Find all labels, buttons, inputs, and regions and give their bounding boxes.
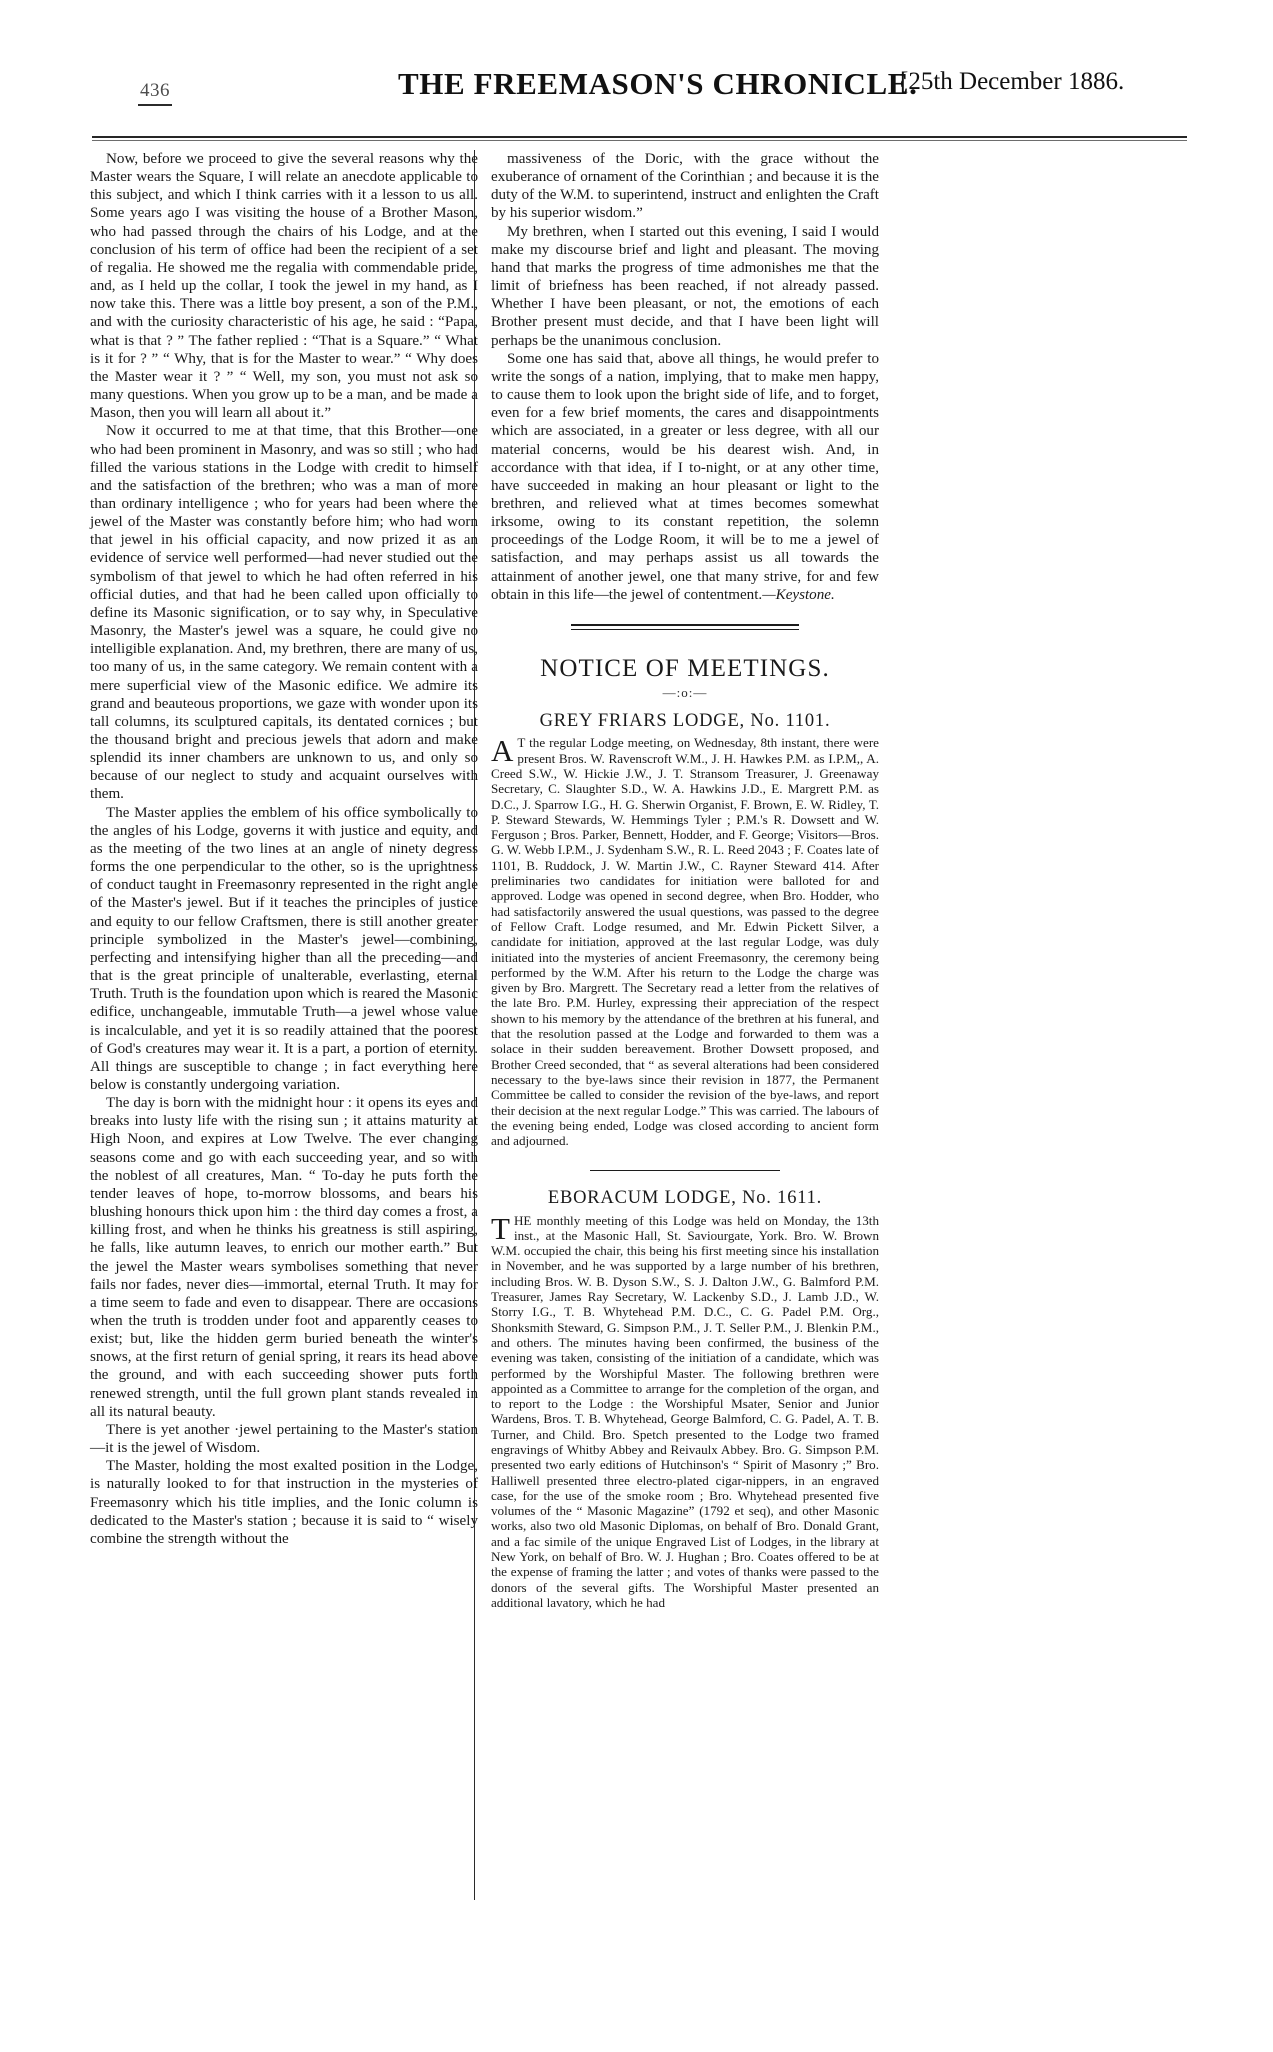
lodge-heading-grey-friars: GREY FRIARS LODGE, No. 1101. [539,711,831,732]
paragraph: My brethren, when I started out this evening, I said I would make my discourse brief and light and pleasant. The moving hand that marks the progress of time admonishes me that the limit of briefness has been reached, if not already passed. Whether I have been pleasant, or not, the emotions of each Brother present must decide, and that I have been light will perhaps be the unanimous conclusion. [491,223,879,349]
paragraph: Now it occurred to me at that time, that this Brother—one who had been prominent in Masonry, and was so still ; who had filled the various stations in the Lodge with credit to himself and the satisfaction of the brethren; who was a man of more than ordinary intelligence ; who for years had been where the jewel of the Master was constantly before him; who had worn that jewel in his official capacity, and now prized it as an evidence of service well performed—had never studied out the symbolism of that jewel to which he had often referred in his official duties, and that had he been called upon officially to define its Masonic signification, or to say why, in Speculative Masonry, the Master's jewel was a square, he could give no intelligible explanation. And, my brethren, there are many of us, too many of us, in the same category. We remain content with a mere superficial view of the Masonic edifice. We admire its grand and beauteous proportions, we gaze with wonder upon its tall columns, its sculptured capitals, its dentated cornices ; but the thousand bright and precious jewels that adorn and make splendid its inner chambers are unknown to us, and only so because of our neglect to study and acquaint ourselves with them. [90,423,478,803]
notice-of-meetings-heading: NOTICE OF MEETINGS. [540,654,830,682]
ornament-divider: —:o:— [662,685,708,701]
masthead [88,66,1188,114]
drop-cap-letter: T [491,1210,510,1246]
lodge-report-text: HE monthly meeting of this Lodge was held on Monday, the 13th inst., at the Masonic Hall, St. Saviourgate, York. Bro. W. Brown W.M. occupied the chair, this being his first meeting since his installation in November, and he was supported by a large number of his brethren, including Bros. W. B. Dyson S.W., S. J. Dalton J.W., G. Balmford P.M. Treasurer, James Ray Secretary, W. Lackenby S.D., J. Lamb J.D., W. Storry I.G., T. B. Whytehead P.M. D.C., C. G. Padel P.M. Org., Shonksmith Steward, G. Simpson P.M., J. T. Seller P.M., J. Blenkin P.M., and others. The minutes having been confirmed, the business of the evening was taken, consisting of the initiation of a candidate, which was performed by the Worshipful Master. The following brethren were appointed as a Committee to arrange for the completion of the organ, and to report to the Lodge : the Worshipful Msater, Senior and Junior Wardens, Bros. T. B. Whytehead, George Balmford, C. G. Padel, A. T. B. Turner, and Child. Bro. Spetch presented to the Lodge two framed engravings of Whitby Abbey and Reivaulx Abbey. Bro. G. Simpson P.M. presented two early editions of Hutchinson's “ Spirit of Masonry ;” Bro. Halliwell presented three electro-plated cigar-nippers, in an engraved case, for the use of the smoke room ; Bro. Whytehead presented five volumes of the “ Masonic Magazine” (1792 et seq), and other Masonic works, also two old Masonic Diplomas, on behalf of Bro. Donald Grant, and a fac simile of the unique Engraved List of Lodges, in the library at New York, on behalf of Bro. W. J. Hughan ; Bro. Coates offered to be at the expense of framing the latter ; and votes of thanks were passed to the donors of the several gifts. The Worshipful Master presented an additional lavatory, which he had [491,1212,879,1610]
issue-date: [25th December 1886. [900,68,1125,95]
folio-underline [138,104,172,106]
lodge-section-divider-rule [590,1170,780,1171]
lodge-report-paragraph [491,1210,879,1611]
lodge-heading-eboracum: EBORACUM LODGE, No. 1611. [547,1188,823,1209]
paragraph [491,350,879,604]
paragraph-text: Some one has said that, above all things, he would prefer to write the songs of a nation, implying, that to make men happy, to cause them to look upon the bright side of life, and to forget, even for a few brief moments, the cares and disappointments which are associated, in a greater or less degree, with all our material concerns, would be his dearest wish. And, in accordance with that idea, if I to-night, or at any other time, have succeeded in making an hour pleasant or light to the brethren, and relieved what at times becomes somewhat irksome, owing to its constant repetition, the solemn proceedings of the Lodge Room, it will be to me a jewel of satisfaction, and may perhaps assist us all towards the attainment of another jewel, one that many strive, for and few obtain in this life—the jewel of contentment. [491,350,879,603]
section-divider-rule [571,624,799,630]
publication-title: THE FREEMASON'S CHRONICLE. [398,66,918,101]
paragraph: The Master, holding the most exalted position in the Lodge, is naturally looked to for that instruction in the mysteries of Freemasonry which his title implies, and the Ionic column is dedicated to the Master's station ; because it is said to “ wisely combine the strength without the [90,1458,478,1547]
paragraph: The day is born with the midnight hour : it opens its eyes and breaks into lusty life with the rising sun ; it attains maturity at High Noon, and expires at Low Twelve. The ever changing seasons come and go with each succeeding year, and so with the noblest of all creatures, Man. “ To-day he puts forth the tender leaves of hope, to-morrow blossoms, and bears his blushing honours thick upon him : the third day comes a frost, a killing frost, and when he thinks his greatness is still aspiring, he falls, like autumn leaves, to enrich our mother earth.” But the jewel the Master wears symbolises something that never fails nor fades, never dies—immortal, eternal Truth. It may for a time seem to fade and even to disappear. There are occasions when the truth is trodden under foot and apparently ceases to exist; but, like the hidden germ buried beneath the winter's snows, at the first return of genial spring, it rears its head above the ground, and with each succeeding shower puts forth renewed strength, until the full grown plant stands revealed in all its natural beauty. [90,1095,478,1420]
paragraph: The Master applies the emblem of his office symbolically to the angles of his Lodge, governs it with justice and equity, and as the meeting of the two lines at an angle of ninety degress forms the one perpendicular to the other, so is the uprightness of conduct taught in Freemasonry represented in the right angle of the Master's jewel. But if it teaches the principles of justice and equity to our fellow Craftsmen, there is still another greater principle symbolized in the Master's jewel—combining, perfecting and intensifying higher than all the preceding—and that is the great principle of unalterable, everlasting, eternal Truth. Truth is the foundation upon which is reared the Masonic edifice, unchangeable, immutable Truth—a jewel whose value is incalculable, and yet it is so readily attained that the poorest of God's creatures may wear it. It is a part, a portion of eternity. All things are susceptible to change ; in fact everything here below is constantly undergoing variation. [90,804,478,1093]
drop-cap-letter: A [491,733,514,769]
paragraph: Now, before we proceed to give the several reasons why the Master wears the Square, I will relate an anecdote applicable to this subject, and which I think carries with it a lesson to us all. Some years ago I was visiting the house of a Brother Mason, who had passed through the chairs of his Lodge, and at the conclusion of his term of office had been the recipient of a set of regalia. He showed me the regalia with commendable pride, and, as I held up the collar, I took the jewel in my hand, as I now take this. There was a little boy present, a son of the P.M., and with the curiosity characteristic of his age, he said : “Papa, what is that ? ” The father replied : “That is a Square.” “ What is it for ? ” “ Why, that is for the Master to wear.” “ Why does the Master wear it ? ” “ Well, my son, you must not ask so many questions. When you grow up to be a man, and be made a Mason, then you will learn all about it.” [90,151,478,422]
lodge-report-paragraph [491,735,879,1148]
article-attribution: —Keystone. [762,586,835,603]
page-folio-number: 436 [140,80,170,101]
lodge-report-grey-friars [491,735,879,1148]
column-left [90,150,478,1548]
lodge-report-text: T the regular Lodge meeting, on Wednesday, 8th instant, there were present Bros. W. Ravenscroft W.M., J. H. Hawkes P.M. as I.P.M,, A. Creed S.W., W. Hickie J.W., J. T. Stransom Treasurer, J. Greenaway Secretary, C. Slaughter S.D., W. A. Hawkins J.D., E. Margrett P.M. as D.C., J. Sparrow I.G., H. G. Sherwin Organist, F. Brown, E. W. Ridley, T. P. Steward Stewards, W. Hemmings Tyler ; P.M.'s R. Dowsett and W. Ferguson ; Bros. Parker, Bennett, Hodder, and F. George; Visitors—Bros. G. W. Webb I.P.M., J. Sydenham S.W., R. L. Reed 2043 ; F. Coates late of 1101, B. Ruddock, J. W. Martin J.W., C. Rayner Steward 414. After preliminaries two candidates for initiation were balloted for and approved. Lodge was opened in second degree, when Bro. Hodder, who had satisfactorily answered the usual questions, was passed to the degree of Fellow Craft. Lodge resumed, and Mr. Edwin Pickett Silver, a candidate for initiation, approved at the last regular Lodge, was duly initiated into the mysteries of ancient Freemasonry, the ceremony being performed by the W.M. After his return to the Lodge the charge was given by Bro. Margrett. The Secretary read a letter from the relatives of the late Bro. P.M. Hurley, expressing their appreciation of the respect shown to his memory by the attendance of the brethren at his funeral, and that the resolution passed at the Lodge and forwarded to them was a solace in their sudden bereavement. Brother Dowsett proposed, and Brother Creed seconded, that “ as several alterations had been considered necessary to the bye-laws since their revision in 1877, the Permanent Committee be called to consider the revision of the bye-laws, and report their decision at the next regular Lodge.” This was carried. The labours of the evening being ended, Lodge was closed according to ancient form and adjourned. [491,735,879,1149]
paragraph: massiveness of the Doric, with the grace without the exuberance of ornament of the Corinthian ; and because it is the duty of the W.M. to superintend, instruct and enlighten the Craft by his superior wisdom.” [491,151,879,222]
column-right [491,150,879,1610]
header-divider-rule [92,136,1187,138]
paragraph: There is yet another ·jewel pertaining to the Master's station—it is the jewel of Wisdom. [90,1421,478,1457]
lodge-report-eboracum [491,1210,879,1611]
